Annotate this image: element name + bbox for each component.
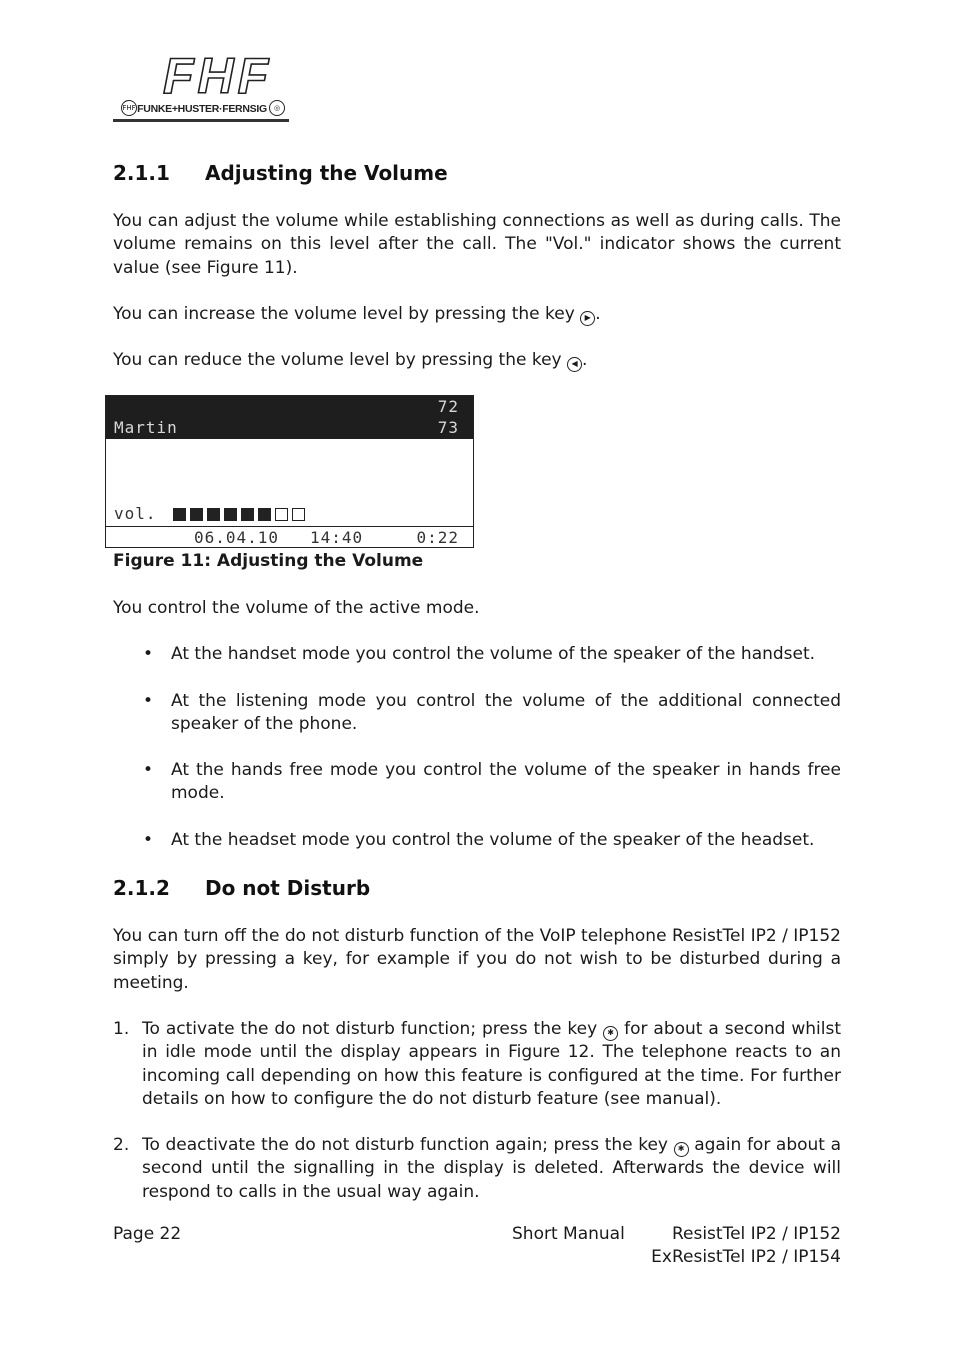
logo-emblem-right-icon: ◎ (269, 100, 285, 116)
footer-manual: Short Manual (512, 1224, 625, 1244)
item-text (142, 1018, 841, 1111)
figure-caption: Figure 11: Adjusting the Volume (113, 551, 424, 571)
item-text-after: again for about a second until the signalling in the display is deleted. Afterwards the device will respond to calls in the usual way again. (142, 1135, 841, 1202)
asterisk-circle-icon: ✱ (674, 1142, 689, 1157)
item-text-before: To deactivate the do not disturb function again; press the key (142, 1135, 668, 1155)
increase-text: You can increase the volume level by pressing the key (113, 304, 575, 324)
bullet-text: At the hands free mode you control the volume of the speaker in hands free mode. (171, 760, 841, 804)
footer-product-2: ExResistTel IP2 / IP154 (651, 1247, 841, 1267)
bullet-text: At the handset mode you control the volume of the speaker of the handset. (171, 644, 816, 664)
period: . (595, 304, 601, 324)
item-text-before: To activate the do not disturb function; press the key (142, 1019, 598, 1039)
volume-segment (207, 508, 220, 521)
volume-label: vol. (114, 504, 157, 523)
display-header (106, 396, 473, 439)
logo-company-name: FUNKE+HUSTER·FERNSIG (137, 103, 267, 115)
volume-segment (258, 508, 271, 521)
bullet-dot: • (143, 760, 154, 780)
arrow-left-circle-icon: ◀ (567, 357, 582, 372)
bullet-text: At the headset mode you control the volume of the speaker of the headset. (171, 830, 815, 850)
display-line2-value: 73 (437, 418, 459, 437)
display-volume-indicator (114, 504, 309, 524)
period: . (582, 350, 588, 370)
logo-underline (113, 119, 289, 122)
item-number: 2. (113, 1135, 130, 1155)
paragraph-dnd-intro: You can turn off the do not disturb function of the VoIP telephone ResistTel IP2 / IP152 simply by pressing a key, for example if you do not wish to be disturbed during a meeting. (113, 926, 841, 993)
section-heading-volume (113, 160, 841, 186)
bullet-dot: • (143, 830, 154, 850)
volume-segment (241, 508, 254, 521)
paragraph-increase-volume (113, 303, 841, 326)
reduce-text: You can reduce the volume level by pressing the key (113, 350, 562, 370)
paragraph-reduce-volume (113, 349, 841, 372)
item-number: 1. (113, 1019, 130, 1039)
bullet-text: At the listening mode you control the volume of the additional connected speaker of the phone. (171, 691, 841, 735)
volume-bar (173, 508, 309, 521)
paragraph-volume-intro: You can adjust the volume while establishing connections as well as during calls. The volume remains on this level after the call. The "Vol." indicator shows the current value (see Figure 11). (113, 211, 841, 278)
volume-segment (292, 508, 305, 521)
arrow-right-circle-icon: ▶ (580, 311, 595, 326)
logo-letters: FHF (163, 48, 273, 104)
item-text-after: for about a second whilst in idle mode until the display appears in Figure 12. The telephone reacts to an incoming call depending on how this feature is configured at the time. For further details on how to configure the do not disturb feature (see manual). (142, 1019, 842, 1109)
section-number: 2.1.2 (113, 876, 170, 900)
display-date: 06.04.10 (194, 528, 280, 547)
display-duration: 0:22 (416, 528, 459, 547)
asterisk-circle-icon: ✱ (603, 1026, 618, 1041)
bullet-dot: • (143, 644, 154, 664)
volume-segment (190, 508, 203, 521)
volume-segment (173, 508, 186, 521)
item-text (142, 1134, 841, 1204)
display-time: 14:40 (310, 528, 364, 547)
display-line2 (114, 418, 459, 438)
footer-product-1: ResistTel IP2 / IP152 (671, 1224, 841, 1244)
section-title: Adjusting the Volume (205, 161, 448, 185)
phone-display-figure (105, 395, 474, 548)
volume-segment (224, 508, 237, 521)
section-title: Do not Disturb (205, 876, 371, 900)
section-number: 2.1.1 (113, 161, 170, 185)
paragraph-active-mode: You control the volume of the active mode. (113, 598, 480, 618)
display-line1-value: 72 (437, 397, 459, 416)
display-status-bar (106, 526, 473, 549)
company-logo (113, 48, 293, 123)
bullet-dot: • (143, 691, 154, 711)
logo-emblem-left-icon: FHF (121, 100, 137, 116)
display-caller-name: Martin (114, 418, 178, 437)
page-number: Page 22 (113, 1224, 182, 1244)
section-heading-dnd (113, 875, 841, 901)
volume-segment (275, 508, 288, 521)
